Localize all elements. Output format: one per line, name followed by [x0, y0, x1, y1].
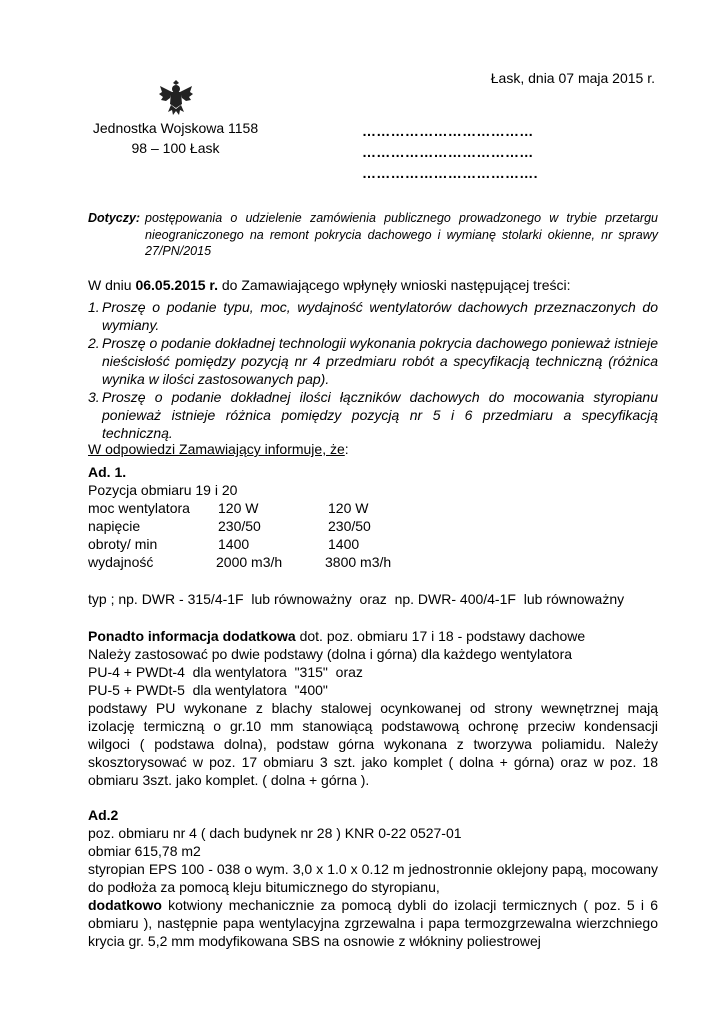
question-number: 2. [88, 335, 100, 351]
recipient-line-3: ………………………………. [362, 165, 538, 181]
spec-label: wydajność [88, 554, 154, 570]
question-text: Proszę o podanie dokładnej ilości łączników dachowych do mocowania styropianu ponieważ istnieje różnica pomiędzy pozycją nr 5 i 6 przedmiaru a specyfikacją techniczną. [102, 389, 658, 441]
type-line: typ ; np. DWR - 315/4-1F lub równoważny oraz np. DWR- 400/4-1F lub równoważny [88, 591, 625, 607]
answer-intro-colon: : [344, 441, 349, 457]
answer-intro [88, 440, 658, 458]
spec-value-1: 230/50 [218, 518, 261, 534]
ad1-position: Pozycja obmiaru 19 i 20 [88, 482, 238, 498]
ad2-line-1: poz. obmiaru nr 4 ( dach budynek nr 28 ) KNR 0-22 0527-01 [88, 825, 462, 841]
answer-intro-text: W odpowiedzi Zamawiający informuje, że [88, 441, 345, 457]
spec-value-2: 3800 m3/h [325, 554, 392, 570]
ad2-line-4 [88, 896, 658, 950]
ad2-line-2: obmiar 615,78 m2 [88, 843, 201, 859]
subject-block [88, 210, 658, 260]
extra-info-bold: Ponadto informacja dodatkowa [88, 628, 296, 644]
question-text: Proszę o podanie typu, moc, wydajność wentylatorów dachowych przeznaczonych do wymiany. [102, 299, 658, 333]
recipient-line-2: ……………………………… [362, 144, 534, 160]
extra-line-b: PU-4 + PWDt-4 dla wentylatora "315" oraz [88, 664, 363, 680]
question-number: 3. [88, 389, 100, 405]
question-number: 1. [88, 299, 100, 315]
ad1-paragraph: podstawy PU wykonane z blachy stalowej ocynkowanej od strony wewnętrznej mają izolację termiczną o gr.10 mm stanowiącą podstawową ochronę przeciw kondensacji wilgoci ( podstawa dolna), podstaw górna wykonana z tworzywa poliamidu. Należy skosztorysować w poz. 17 obmiaru 3 szt. jako komplet ( dolna + górna) oraz w poz. 18 obmiaru 3szt. jako komplet. ( dolna + górna ). [88, 700, 658, 788]
polish-eagle-emblem-icon [158, 78, 194, 118]
ad2-bold-word: dodatkowo [88, 897, 162, 913]
military-unit-address [88, 118, 263, 158]
intro-date: 06.05.2015 r. [135, 277, 218, 293]
spec-value-2: 1400 [328, 536, 360, 552]
recipient-line-1: ……………………………… [362, 123, 534, 139]
unit-name: Jednostka Wojskowa 1158 [92, 120, 259, 136]
ad2-line-4-rest: kotwiony mechanicznie za pomocą dybli do izolacji termicznych ( poz. 5 i 6 obmiaru ), następnie papa wentylacyjna zgrzewalna i papa termozgrzewalna wierzchniego krycia gr. 5,2 mm modyfikowana SBS na osnowie z włókniny poliestrowej [88, 897, 658, 949]
intro-suffix: do Zamawiającego wpłynęły wnioski następującej treści: [218, 277, 571, 293]
question-text: Proszę o podanie dokładnej technologii wykonania pokrycia dachowego ponieważ istnieje nieścisłość pomiędzy pozycją nr 4 przedmiaru robót a specyfikacją techniczną (różnica wynika w ilości zastosowanych pap). [102, 335, 658, 387]
spec-value-1: 2000 m3/h [216, 554, 283, 570]
question-1 [88, 298, 658, 334]
question-3 [88, 388, 658, 442]
question-2 [88, 334, 658, 388]
spec-value-2: 230/50 [328, 518, 371, 534]
subject-text: postępowania o udzielenie zamówienia publicznego prowadzonego w trybie przetargu nieograniczonego na remont pokrycia dachowego i wymianę stolarki okienne, nr sprawy 27/PN/2015 [145, 211, 658, 258]
spec-label: obroty/ min [88, 536, 158, 552]
spec-label: moc wentylatora [88, 500, 190, 516]
spec-label: napięcie [88, 518, 141, 534]
intro-line [88, 276, 658, 294]
unit-postal: 98 – 100 Łask [131, 140, 220, 156]
extra-info-line [88, 627, 658, 645]
spec-value-2: 120 W [328, 500, 369, 516]
ad2-line-3: styropian EPS 100 - 038 o wym. 3,0 x 1.0 x 0.12 m jednostronnie oklejony papą, mocowany do podłoża za pomocą kleju bitumicznego do styropianu, [88, 861, 658, 895]
extra-info-rest: dot. poz. obmiaru 17 i 18 - podstawy dachowe [295, 628, 586, 644]
place-date: Łask, dnia 07 maja 2015 r. [490, 70, 655, 86]
intro-prefix: W dniu [88, 277, 136, 293]
extra-line-c: PU-5 + PWDt-5 dla wentylatora "400" [88, 682, 328, 698]
ad1-heading: Ad. 1. [88, 464, 127, 480]
spec-value-1: 1400 [218, 536, 250, 552]
subject-label: Dotyczy: [88, 211, 141, 225]
spec-value-1: 120 W [218, 500, 259, 516]
ad2-heading: Ad.2 [88, 807, 119, 823]
extra-line-a: Należy zastosować po dwie podstawy (dolna i górna) dla każdego wentylatora [88, 646, 573, 662]
